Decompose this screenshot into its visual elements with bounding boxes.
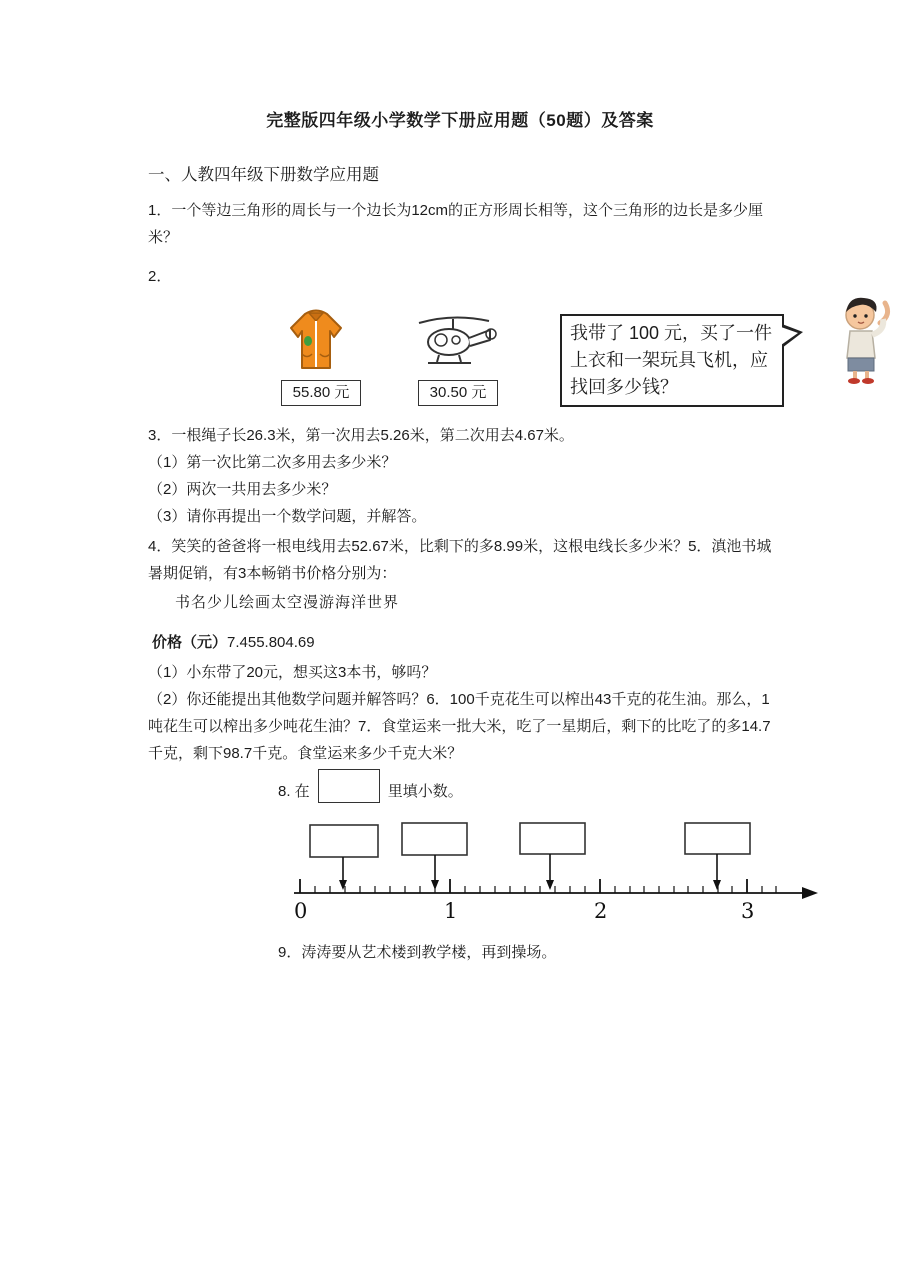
question-3-sub3: （3）请你再提出一个数学问题，并解答。 [148,508,427,525]
number-line-box-2 [402,823,467,855]
jacket-illustration [283,304,349,376]
question-1: 1．一个等边三角形的周长与一个边长为12cm的正方形周长相等，这个三角形的边长是多少厘米？ [148,202,764,246]
question-9: 9．涛涛要从艺术楼到教学楼，再到操场。 [278,944,557,961]
number-line-box-4 [685,823,750,854]
helicopter-price-box: 30.50 元 [418,380,498,406]
section-heading: 一、人教四年级下册数学应用题 [148,166,379,184]
tick-label-3: 3 [741,899,755,923]
question-4-5: 4．笑笑的爸爸将一根电线用去52.67米，比剩下的多8.99米，这根电线长多少米？5．滇池书城暑期促销，有3本畅销书价格分别为： [148,538,772,582]
question-8-prefix: 8. 在 [278,783,310,800]
question-5-sub2-6-7: （2）你还能提出其他数学问题并解答吗？6．100千克花生可以榨出43千克的花生油。那么，1吨花生可以榨出多少吨花生油？7．食堂运来一批大米，吃了一星期后，剩下的比吃了的多14.7千克，剩下98.7千克。食堂运来多少千克大米？ [148,691,771,762]
number-line-box-3 [520,823,585,854]
axis-arrow-icon [802,887,818,899]
price-label: 价格（元） [152,634,228,651]
arrow-down-icon [339,880,347,890]
number-line-figure [0,817,920,929]
question-8-suffix: 里填小数。 [387,783,463,800]
question-8 [278,767,920,803]
book-names-row: 书名少儿绘画太空漫游海洋世界 [175,594,400,611]
question-5-sub1: （1）小东带了20元，想买这3本书，够吗？ [148,664,437,681]
question-2-label: 2． [148,268,172,285]
number-line-box-1 [310,825,378,857]
speech-bubble [560,314,784,407]
tick-label-2: 2 [594,899,608,923]
tick-label-1: 1 [444,899,458,923]
tick-label-0: 0 [294,899,308,923]
helicopter-illustration [413,310,497,374]
speech-bubble-text: 我带了 100 元，买了一件上衣和一架玩具飞机，应找回多少钱？ [570,323,773,397]
book-prices-row [152,629,780,656]
arrow-down-icon [713,880,721,890]
jacket-price-box: 55.80 元 [281,380,361,406]
question-3-sub2: （2）两次一共用去多少米？ [148,481,337,498]
price-values: 7.455.804.69 [227,634,315,651]
boy-illustration [828,290,894,386]
question-8-answer-box [318,769,380,803]
page-title: 完整版四年级小学数学下册应用题（50题）及答案 [266,111,654,130]
question-3-sub1: （1）第一次比第二次多用去多少米？ [148,454,397,471]
question-2-figure [0,290,920,416]
number-line [280,817,820,929]
question-3: 3．一根绳子长26.3米，第一次用去5.26米，第二次用去4.67米。 [148,427,574,444]
arrow-down-icon [546,880,554,890]
